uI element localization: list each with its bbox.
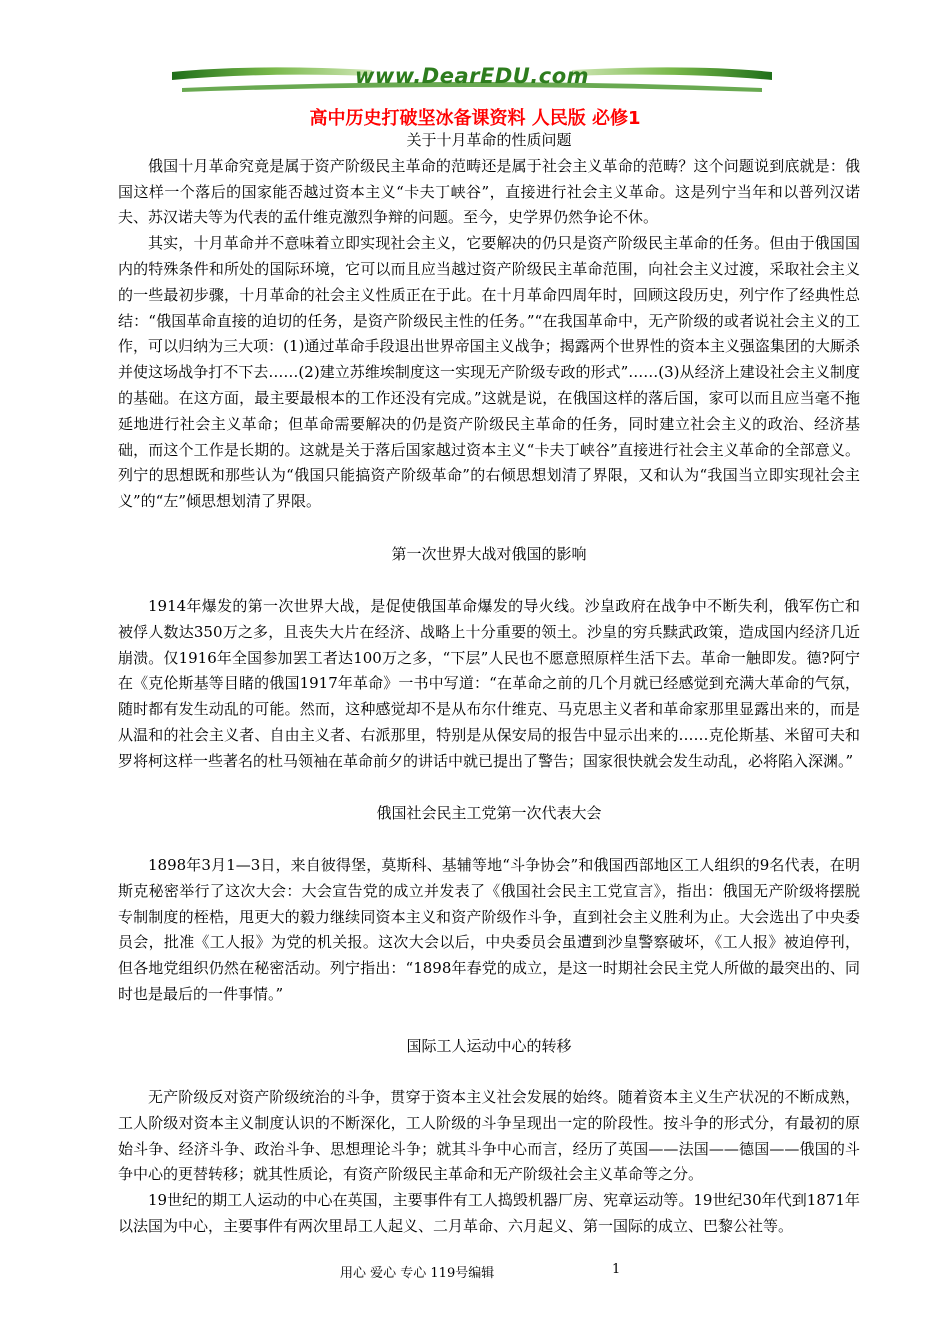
paragraph: 俄国十月革命究竟是属于资产阶级民主革命的范畴还是属于社会主义革命的范畴？这个问题说到底就是：俄国这样一个落后的国家能否越过资本主义“卡夫丁峡谷”，直接进行社会主义革命。这是列宁当年和以普列汉诺夫、苏汉诺夫等为代表的孟什维克激烈争辩的问题。至今，史学界仍然争论不休。 — [118, 156, 860, 227]
document-title: 高中历史打破坚冰备课资料 人民版 必修1 — [309, 108, 641, 129]
section-rsdlp-congress-body — [118, 853, 860, 1008]
section-rsdlp-congress — [118, 801, 860, 827]
paragraph: 1898年3月1—3日，来自彼得堡，莫斯科、基辅等地“斗争协会”和俄国西部地区工人组织的9名代表，在明斯克秘密举行了这次大会：大会宣告党的成立并发表了《俄国社会民主工党宣言》，指出：俄国无产阶级将摆脱专制制度的桎梏，甩更大的毅力继续同资本主义和资产阶级作斗争，直到社会主义胜利为止。大会选出了中央委员会，批准《工人报》为党的机关报。这次大会以后，中央委员会虽遭到沙皇警察破坏，《工人报》被迫停刊，但各地党组织仍然在秘密活动。列宁指出：“1898年春党的成立，是这一时期社会民主党人所做的最突出的、同时也是最后的一件事情。” — [118, 856, 860, 1003]
section-october-revolution — [118, 128, 860, 515]
paragraph: 1914年爆发的第一次世界大战，是促使俄国革命爆发的导火线。沙皇政府在战争中不断失利，俄军伤亡和被俘人数达350万之多，且丧失大片在经济、战略上十分重要的领土。沙皇的穷兵黩武政策，造成国内经济几近崩溃。仅1916年全国参加罢工者达100万之多，“下层”人民也不愿意照原样生活下去。革命一触即发。德?阿宁在《克伦斯基等目睹的俄国1917年革命》一书中写道：“在革命之前的几个月就已经感觉到充满大革命的气氛，随时都有发生动乱的可能。然而，这种感觉却不是从布尔什维克、马克思主义者和革命家那里显露出来的，而是从温和的社会主义者、自由主义者、右派那里，特别是从保安局的报告中显示出来的……克伦斯基、米留可夫和罗将柯这样一些著名的杜马领袖在革命前夕的讲话中就已提出了警告；国家很快就会发生动乱，必将陷入深渊。” — [118, 597, 860, 770]
banner-site-url[interactable]: www.DearEDU.com — [354, 64, 590, 88]
footer-text: 用心 爱心 专心 119号编辑 — [340, 1266, 495, 1281]
paragraph: 19世纪的期工人运动的中心在英国，主要事件有工人捣毁机器厂房、宪章运动等。19世纪30年代到1871年以法国为中心，主要事件有两次里昂工人起义、二月革命、六月起义、第一国际的成立、巴黎公社等。 — [118, 1191, 860, 1235]
section-heading: 第一次世界大战对俄国的影响 — [391, 545, 587, 563]
paragraph: 其实，十月革命并不意味着立即实现社会主义，它要解决的仍只是资产阶级民主革命的任务。但由于俄国国内的特殊条件和所处的国际环境，它可以而且应当越过资产阶级民主革命范围，向社会主义过渡，采取社会主义的一些最初步骤，十月革命的社会主义性质正在于此。在十月革命四周年时，回顾这段历史，列宁作了经典性总结：“俄国革命直接的迫切的任务，是资产阶级民主性的任务。”“在我国革命中，无产阶级的或者说社会主义的工作，可以归纳为三大项：(1)通过革命手段退出世界帝国主义战争；揭露两个世界性的资本主义强盗集团的大厮杀并使这场战争打不下去……(2)建立苏维埃制度这一实现无产阶级专政的形式”……(3)从经济上建设社会主义制度的基础。在这方面，最主要最根本的工作还没有完成。”这就是说，在俄国这样的落后国，家可以而且应当毫不拖延地进行社会主义革命；但革命需要解决的仍是资产阶级民主革命的任务，同时建立社会主义的政治、经济基础，而这个工作是长期的。这就是关于落后国家越过资本主义“卡夫丁峡谷”直接进行社会主义革命的全部意义。列宁的思想既和那些认为“俄国只能搞资产阶级革命”的右倾思想划清了界限，又和认为“我国当立即实现社会主义”的“左”倾思想划清了界限。 — [118, 234, 860, 511]
section-ww1-impact-body — [118, 594, 860, 775]
section-heading: 俄国社会民主工党第一次代表大会 — [376, 804, 602, 822]
section-ww1-impact — [118, 542, 860, 568]
paragraph: 无产阶级反对资产阶级统治的斗争，贯穿于资本主义社会发展的始终。随着资本主义生产状况的不断成熟，工人阶级对资本主义制度认识的不断深化，工人阶级的斗争呈现出一定的阶段性。按斗争的形式分，有最初的原始斗争、经济斗争、政治斗争、思想理论斗争；就其斗争中心而言，经历了英国——法国——德国——俄国的斗争中心的更替转移；就其性质论，有资产阶级民主革命和无产阶级社会主义革命等之分。 — [118, 1088, 860, 1184]
section-heading: 国际工人运动中心的转移 — [406, 1037, 572, 1055]
section-labor-movement-center — [118, 1034, 860, 1060]
section-heading: 关于十月革命的性质问题 — [406, 131, 572, 149]
page-number: 1 — [612, 1262, 621, 1277]
section-labor-movement-center-body — [118, 1085, 860, 1240]
header-banner — [172, 62, 772, 96]
